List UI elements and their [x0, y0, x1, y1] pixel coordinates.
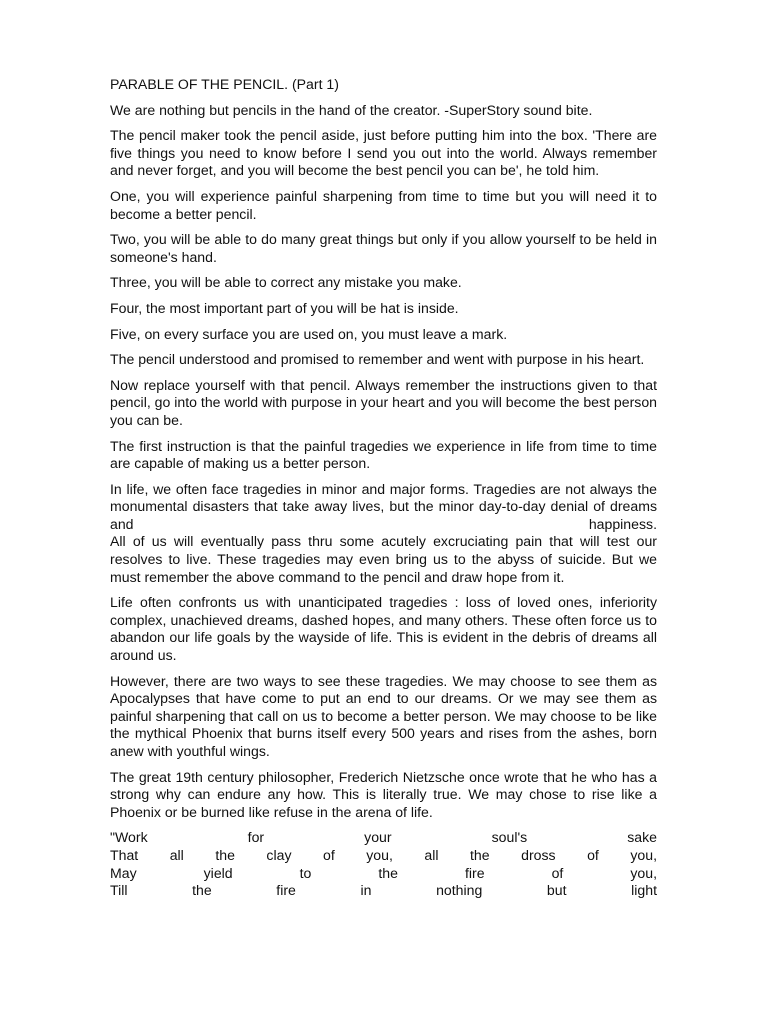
paragraph: Three, you will be able to correct any mistake you make.: [110, 274, 462, 291]
paragraph: Now replace yourself with that pencil. Always remember the instructions given to that pencil, go into the world with purpose in your heart and you will become the best person you can be.: [110, 376, 657, 428]
paragraph: The first instruction is that the painful tragedies we experience in life from time to time are capable of making us a better person.: [110, 437, 657, 472]
paragraph: Four, the most important part of you will be hat is inside.: [110, 299, 459, 316]
poem: [110, 829, 657, 899]
paragraph: Life often confronts us with unanticipated tragedies : loss of loved ones, inferiority complex, unachieved dreams, dashed hopes, and many others. These often force us to abandon our life goals by the wayside of life. This is evident in the debris of dreams all around us.: [110, 594, 657, 664]
paragraph: Five, on every surface you are used on, you must leave a mark.: [110, 325, 508, 342]
paragraph: The pencil understood and promised to remember and went with purpose in his heart.: [110, 351, 645, 368]
paragraph: However, there are two ways to see these tragedies. We may choose to see them as Apocalypses that have come to put an end to our dreams. Or we may see them as painful sharpening that call on us to become a better person. We may choose to be like the mythical Phoenix that burns itself every 500 years and rises from the ashes, born anew with youthful wings.: [110, 672, 657, 759]
paragraph: The great 19th century philosopher, Frederich Nietzsche once wrote that he who has a strong why can endure any how. This is literally true. We may chose to rise like a Phoenix or be burned like refuse in the arena of life.: [110, 768, 657, 820]
paragraph: We are nothing but pencils in the hand of the creator. -SuperStory sound bite.: [110, 101, 593, 118]
poem-line: That all the clay of you, all the dross of you,: [110, 846, 657, 863]
paragraph: The pencil maker took the pencil aside, just before putting him into the box. 'There are five things you need to know before I send you out into the world. Always remember and never forget, and you will become the best pencil you can be', he told him.: [110, 127, 657, 179]
document-page: [110, 76, 657, 908]
paragraph: Two, you will be able to do many great things but only if you allow yourself to be held in someone's hand.: [110, 231, 657, 265]
poem-line: "Work for your soul's sake: [110, 829, 657, 846]
paragraph-line: In life, we often face tragedies in minor and major forms. Tragedies are not always the monumental disasters that take away lives, but the minor day-to-day denial of dreams and happiness.: [110, 480, 657, 532]
paragraph-line: All of us will eventually pass thru some acutely excruciating pain that will test our resolves to live. These tragedies may even bring us to the abyss of suicide. But we must remember the above command to the pencil and draw hope from it.: [110, 533, 657, 585]
paragraph-life: [110, 481, 657, 587]
poem-line: Till the fire in nothing but light: [110, 882, 657, 899]
paragraph: One, you will experience painful sharpening from time to time but you will need it to become a better pencil.: [110, 187, 657, 222]
poem-line: May yield to the fire of you,: [110, 864, 657, 881]
document-title: PARABLE OF THE PENCIL. (Part 1): [110, 76, 339, 92]
